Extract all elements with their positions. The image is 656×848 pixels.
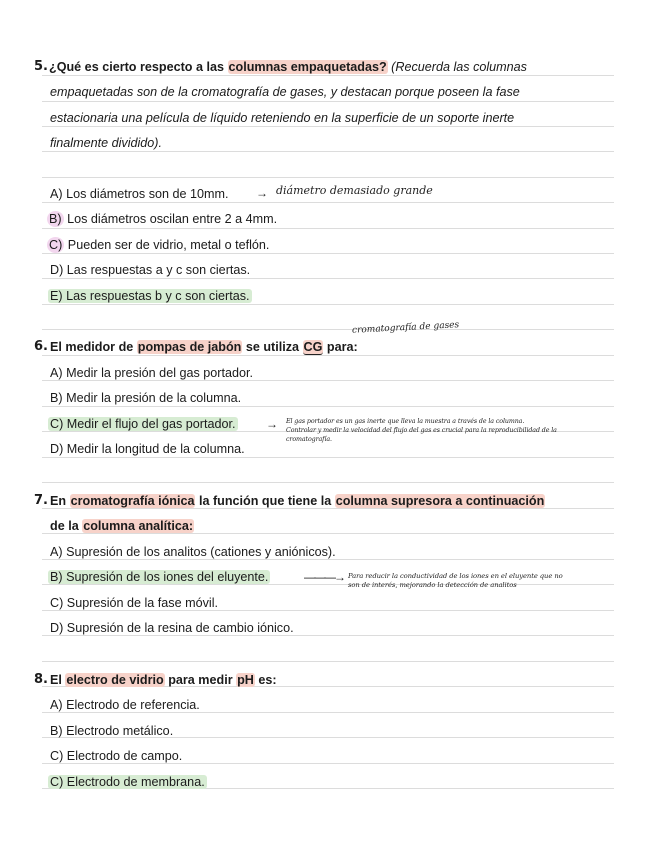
- highlight-keyword: electro de vidrio: [66, 673, 164, 687]
- option-b: B) Electrodo metálico.: [50, 724, 174, 738]
- question-title: El medidor de pompas de jabón se utiliza CG para:: [50, 340, 358, 354]
- option-c: C) Pueden ser de vidrio, metal o teflón.: [49, 238, 270, 252]
- option-e-correct: [48, 288, 252, 304]
- question-note-line: finalmente dividido).: [50, 136, 163, 150]
- option-d: D) Supresión de la resina de cambio iónico.: [50, 621, 294, 635]
- option-b-correct: [48, 569, 270, 585]
- handwritten-note: cromatografía de gases: [351, 320, 460, 336]
- handwritten-note: cromatografía.: [286, 436, 332, 443]
- highlight-keyword: pompas de jabón: [137, 340, 242, 354]
- arrow-icon: ———→: [304, 570, 344, 584]
- arrow-icon: →: [256, 186, 268, 200]
- option-a: A) Medir la presión del gas portador.: [50, 366, 254, 380]
- question-title: El electro de vidrio para medir pH es:: [50, 673, 277, 687]
- correct-answer-highlight: C) Electrodo de membrana.: [50, 775, 205, 789]
- option-a: A) Los diámetros son de 10mm.: [50, 187, 229, 201]
- question-note-line: empaquetadas son de la cromatografía de gases, y destacan porque poseen la fase: [50, 85, 520, 99]
- question-number: 6.: [34, 339, 48, 354]
- question-note-line: estacionaria una película de líquido reteniendo en la superficie de un soporte inerte: [50, 111, 515, 125]
- handwritten-note: Controlar y medir la velocidad del flujo del gas es crucial para la reproducibilidad de la: [286, 427, 557, 434]
- correct-answer-highlight: E) Las respuestas b y c son ciertas.: [50, 289, 250, 303]
- question-number: 5.: [34, 59, 48, 74]
- circled-letter: C): [49, 238, 63, 252]
- option-c: C) Electrodo de campo.: [50, 749, 183, 763]
- circled-letter: B): [49, 212, 62, 226]
- question-title-line2: de la columna analítica:: [50, 519, 194, 533]
- option-b: B) Medir la presión de la columna.: [50, 391, 242, 405]
- highlight-keyword: CG: [303, 340, 323, 354]
- correct-answer-highlight: B) Supresión de los iones del eluyente.: [50, 570, 269, 584]
- highlight-keyword: columnas empaquetadas?: [228, 60, 387, 74]
- option-d: D) Las respuestas a y c son ciertas.: [50, 263, 251, 277]
- handwritten-note: son de interés, mejorando la detección de analitos: [348, 581, 517, 589]
- arrow-icon: →: [266, 417, 278, 431]
- option-c: C) Supresión de la fase móvil.: [50, 596, 218, 610]
- option-d-correct: [48, 774, 207, 790]
- question-number: 8.: [34, 672, 48, 687]
- question-note: (Recuerda las columnas: [387, 60, 527, 74]
- option-b: B) Los diámetros oscilan entre 2 a 4mm.: [49, 212, 278, 226]
- highlight-keyword: cromatografía iónica: [70, 494, 195, 508]
- highlight-keyword: pH: [237, 673, 254, 687]
- option-d: D) Medir la longitud de la columna.: [50, 442, 245, 456]
- question-title: En cromatografía iónica la función que tiene la columna supresora a continuación: [50, 494, 545, 508]
- question-number: 7.: [34, 493, 48, 508]
- handwritten-note: El gas portador es un gas inerte que lleva la muestra a través de la columna.: [286, 418, 525, 425]
- highlight-keyword: columna analítica:: [83, 519, 194, 533]
- option-a: A) Electrodo de referencia.: [50, 698, 200, 712]
- handwritten-note: Para reducir la conductividad de los iones en el eluyente que no: [348, 572, 563, 580]
- highlight-keyword: columna supresora a continuación: [335, 494, 545, 508]
- option-c-correct: [48, 416, 238, 432]
- handwritten-note: diámetro demasiado grande: [276, 184, 433, 197]
- question-title: ¿Qué es cierto respecto a las columnas empaquetadas? (Recuerda las columnas: [49, 60, 527, 74]
- option-a: A) Supresión de los analitos (cationes y aniónicos).: [50, 545, 336, 559]
- correct-answer-highlight: C) Medir el flujo del gas portador.: [50, 417, 236, 431]
